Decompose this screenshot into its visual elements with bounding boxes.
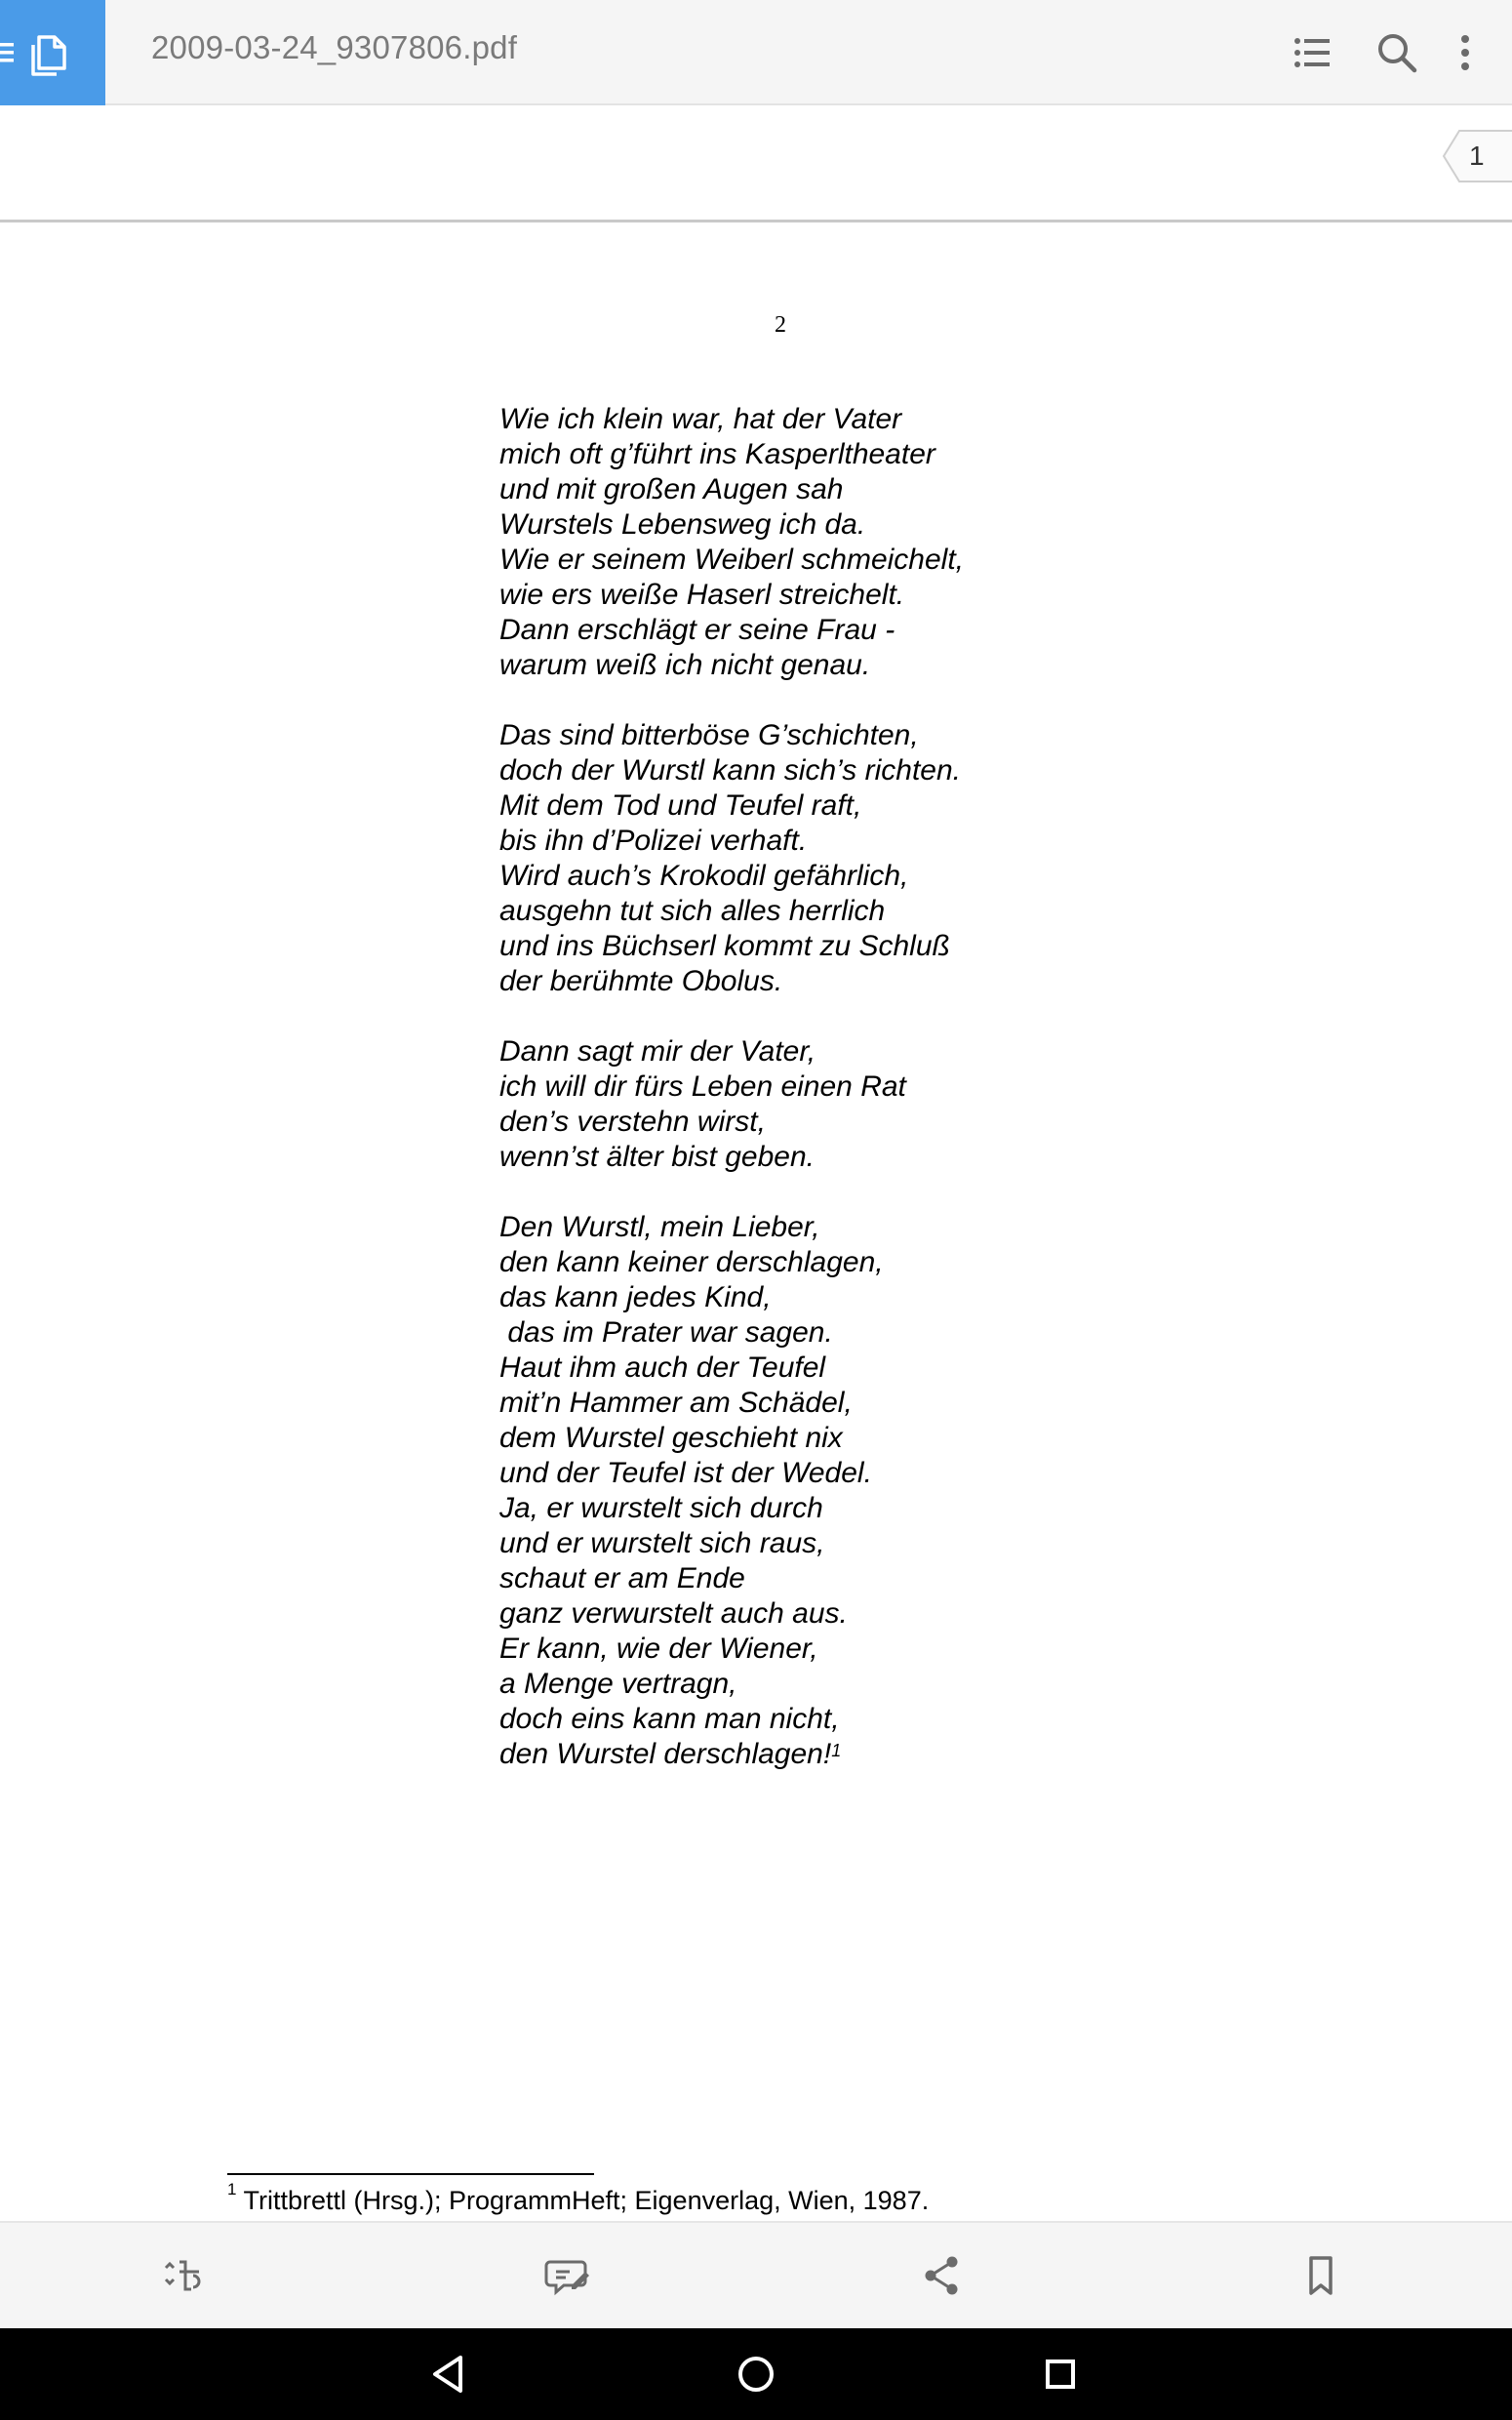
- pdf-page-number: 2: [775, 312, 786, 338]
- more-vertical-icon: [1440, 27, 1491, 78]
- footnote-text: Trittbrettl (Hrsg.); ProgrammHeft; Eigenverlag, Wien, 1987.: [243, 2186, 930, 2215]
- stanza: [499, 718, 964, 999]
- poem-line: bis ihn d’Polizei verhaft.: [499, 825, 808, 857]
- poem-line: und der Teufel ist der Wedel.: [499, 1457, 872, 1489]
- share-icon: [917, 2250, 968, 2301]
- poem-line: wie ers weiße Haserl streichelt.: [499, 579, 905, 611]
- bottom-action-bar: [0, 2221, 1512, 2328]
- back-button[interactable]: [425, 2350, 474, 2399]
- poem-line: der berühmte Obolus.: [499, 965, 783, 997]
- poem-line: und er wurstelt sich raus,: [499, 1527, 825, 1559]
- poem-line: Wie ich klein war, hat der Vater: [499, 403, 902, 435]
- poem-line: mit’n Hammer am Schädel,: [499, 1387, 853, 1419]
- footnote-divider: [227, 2173, 594, 2175]
- poem-line: a Menge vertragn,: [499, 1668, 737, 1700]
- poem-line: warum weiß ich nicht genau.: [499, 649, 871, 681]
- stanza: [499, 402, 964, 683]
- poem-last-line: [499, 1737, 964, 1772]
- footnote-reference: 1: [831, 1741, 842, 1760]
- poem-line: Das sind bitterböse G’schichten,: [499, 719, 919, 751]
- comment-icon: [542, 2250, 593, 2301]
- stanza: [499, 1034, 964, 1175]
- poem-line: mich oft g’führt ins Kasperltheater: [499, 438, 935, 470]
- poem-line: Ja, er wurstelt sich durch: [499, 1492, 823, 1524]
- poem-line: Den Wurstl, mein Lieber,: [499, 1211, 820, 1243]
- back-icon: [425, 2350, 474, 2399]
- reading-mode-button[interactable]: [160, 2250, 211, 2301]
- poem-line: schaut er am Ende: [499, 1562, 745, 1594]
- poem-line: Er kann, wie der Wiener,: [499, 1633, 818, 1665]
- page-strip: [0, 105, 1512, 222]
- home-icon: [732, 2350, 780, 2399]
- stanza: [499, 1210, 964, 1772]
- footnote: [227, 2180, 930, 2216]
- poem-line: Wird auch’s Krokodil gefährlich,: [499, 860, 909, 892]
- poem-line: und mit großen Augen sah: [499, 473, 844, 505]
- documents-menu-button[interactable]: [0, 0, 105, 105]
- search-button[interactable]: [1372, 27, 1422, 78]
- poem-line: das kann jedes Kind,: [499, 1281, 772, 1313]
- bookmark-icon: [1295, 2250, 1346, 2301]
- bookmark-button[interactable]: [1295, 2250, 1346, 2301]
- poem-line: ganz verwurstelt auch aus.: [499, 1597, 848, 1630]
- poem-line: das im Prater war sagen.: [499, 1316, 833, 1349]
- share-button[interactable]: [917, 2250, 968, 2301]
- page-indicator-number: 1: [1469, 141, 1485, 171]
- poem: [499, 402, 964, 1807]
- list-icon: [1288, 27, 1338, 78]
- poem-line: den’s verstehn wirst,: [499, 1106, 766, 1138]
- more-options-button[interactable]: [1440, 27, 1491, 78]
- poem-line: den kann keiner derschlagen,: [499, 1246, 884, 1278]
- poem-line: doch eins kann man nicht,: [499, 1703, 840, 1735]
- poem-line: ausgehn tut sich alles herrlich: [499, 895, 886, 927]
- poem-line: Haut ihm auch der Teufel: [499, 1351, 826, 1384]
- poem-line: Dann sagt mir der Vater,: [499, 1035, 816, 1068]
- poem-line: doch der Wurstl kann sich’s richten.: [499, 754, 961, 786]
- search-icon: [1372, 27, 1422, 78]
- reading-mode-icon: [160, 2250, 211, 2301]
- poem-line: Wie er seinem Weiberl schmeichelt,: [499, 544, 965, 576]
- poem-line: Dann erschlägt er seine Frau -: [499, 614, 895, 646]
- recents-button[interactable]: [1036, 2350, 1085, 2399]
- recents-icon: [1036, 2350, 1085, 2399]
- poem-line: und ins Büchserl kommt zu Schluß: [499, 930, 950, 962]
- comment-button[interactable]: [542, 2250, 593, 2301]
- documents-icon: [0, 0, 105, 105]
- page-indicator[interactable]: [1440, 129, 1512, 183]
- home-button[interactable]: [732, 2350, 780, 2399]
- system-navigation-bar: [0, 2328, 1512, 2420]
- poem-line: Wurstels Lebensweg ich da.: [499, 508, 866, 541]
- poem-line: wenn’st älter bist geben.: [499, 1141, 815, 1173]
- poem-line: den Wurstel derschlagen!: [499, 1738, 832, 1770]
- poem-line: ich will dir fürs Leben einen Rat: [499, 1070, 906, 1103]
- file-name-title: 2009-03-24_9307806.pdf: [151, 29, 518, 65]
- top-app-bar: [0, 0, 1512, 105]
- poem-line: Mit dem Tod und Teufel raft,: [499, 789, 862, 822]
- outline-button[interactable]: [1288, 27, 1338, 78]
- footnote-marker: 1: [227, 2180, 237, 2198]
- poem-line: dem Wurstel geschieht nix: [499, 1422, 843, 1454]
